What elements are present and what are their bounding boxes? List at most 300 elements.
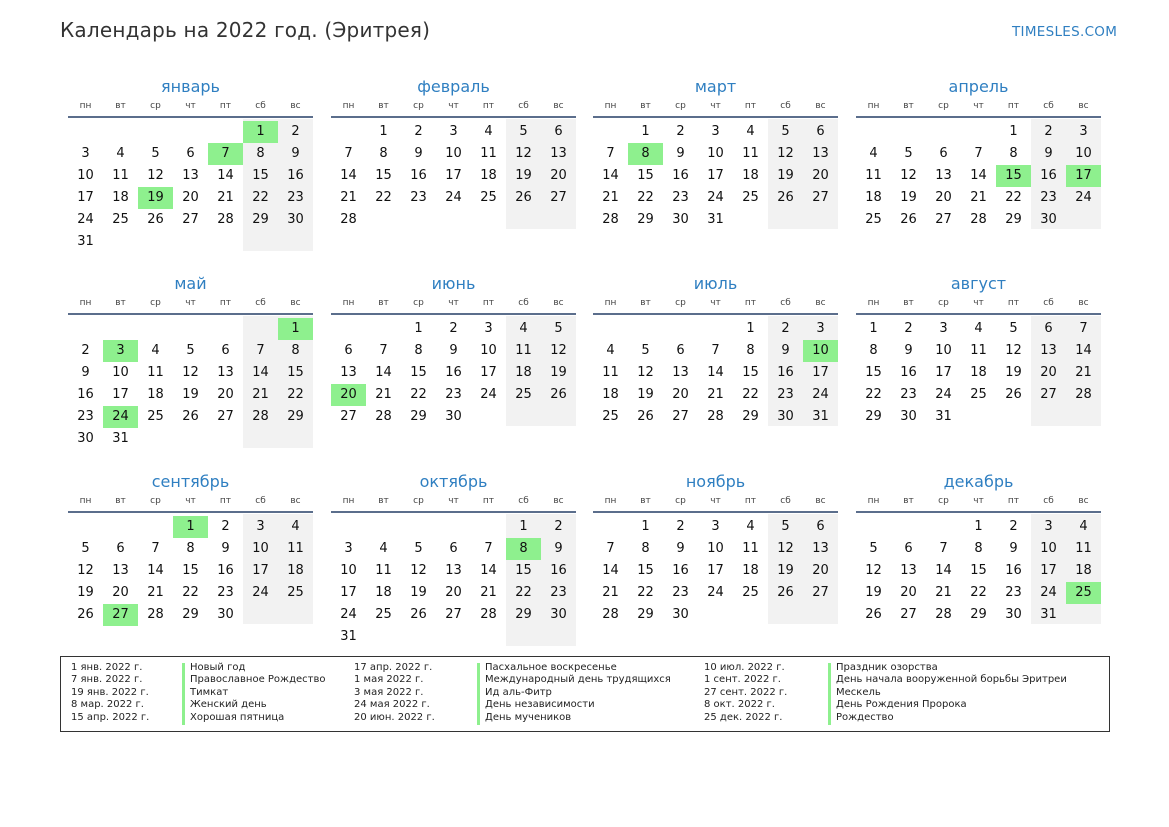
day-cell: 7 (151, 541, 160, 556)
day-cell: 8 (869, 343, 878, 358)
day-cell: 10 (707, 146, 724, 161)
month-11 (593, 472, 838, 660)
day-cell: 27 (340, 409, 357, 424)
day-cell: 7 (484, 541, 493, 556)
month-rule (68, 511, 313, 513)
weekday-header: вс (815, 496, 826, 506)
day-cell: 15 (410, 365, 427, 380)
legend-date: 27 сент. 2022 г. (704, 686, 788, 698)
day-cell: 12 (777, 541, 794, 556)
month-1 (68, 77, 313, 265)
day-cell: 10 (252, 541, 269, 556)
day-cell: 20 (550, 168, 567, 183)
day-cell: 1 (641, 519, 650, 534)
weekday-header: ср (413, 496, 424, 506)
legend-holiday-name: Праздник озорства (836, 662, 938, 673)
holiday-day: 25 (1066, 582, 1101, 604)
day-cell: 11 (865, 168, 882, 183)
day-cell: 3 (344, 541, 353, 556)
day-cell: 29 (515, 607, 532, 622)
month-name: март (694, 77, 737, 96)
day-cell: 21 (935, 585, 952, 600)
month-rule (856, 511, 1101, 513)
day-cell: 27 (812, 190, 829, 205)
day-cell: 26 (637, 409, 654, 424)
month-5 (68, 274, 313, 462)
day-cell: 22 (1005, 190, 1022, 205)
day-cell: 2 (676, 519, 685, 534)
day-cell: 14 (147, 563, 164, 578)
day-cell: 11 (742, 541, 759, 556)
weekday-header: вс (1078, 496, 1089, 506)
day-cell: 18 (742, 563, 759, 578)
holiday-day: 24 (103, 406, 138, 428)
weekday-header: ср (675, 101, 686, 111)
day-cell: 23 (900, 387, 917, 402)
day-cell: 20 (672, 387, 689, 402)
day-cell: 30 (77, 431, 94, 446)
month-rule (331, 313, 576, 315)
day-cell: 4 (869, 146, 878, 161)
holiday-day: 3 (103, 340, 138, 362)
day-cell: 30 (672, 212, 689, 227)
month-rule (68, 313, 313, 315)
day-cell: 22 (865, 387, 882, 402)
day-cell: 22 (410, 387, 427, 402)
weekday-header: пн (79, 496, 92, 506)
day-cell: 4 (484, 124, 493, 139)
day-cell: 17 (935, 365, 952, 380)
day-cell: 6 (221, 343, 230, 358)
day-cell: 17 (77, 190, 94, 205)
weekday-header: ср (675, 298, 686, 308)
day-cell: 23 (550, 585, 567, 600)
weekday-header: сб (1043, 298, 1054, 308)
day-cell: 12 (77, 563, 94, 578)
day-cell: 7 (1079, 321, 1088, 336)
day-cell: 27 (935, 212, 952, 227)
day-cell: 28 (340, 212, 357, 227)
weekday-header: чт (710, 298, 721, 308)
day-cell: 30 (217, 607, 234, 622)
day-cell: 13 (340, 365, 357, 380)
weekday-header: пт (1007, 496, 1020, 506)
month-rule (68, 116, 313, 118)
holiday-day: 7 (208, 143, 243, 165)
brand-link[interactable]: TIMESLES.COM (1012, 24, 1118, 40)
day-cell: 22 (252, 190, 269, 205)
day-cell: 11 (515, 343, 532, 358)
day-cell: 22 (375, 190, 392, 205)
day-cell: 16 (410, 168, 427, 183)
day-cell: 4 (1079, 519, 1088, 534)
day-cell: 14 (707, 365, 724, 380)
weekday-header: ср (150, 496, 161, 506)
legend-marker (828, 663, 831, 725)
weekday-header: вт (903, 496, 914, 506)
holiday-day: 8 (628, 143, 663, 165)
day-cell: 5 (519, 124, 528, 139)
weekday-header: вт (115, 101, 126, 111)
day-cell: 25 (515, 387, 532, 402)
day-cell: 27 (445, 607, 462, 622)
day-cell: 7 (379, 343, 388, 358)
day-cell: 27 (812, 585, 829, 600)
day-cell: 17 (480, 365, 497, 380)
day-cell: 4 (746, 124, 755, 139)
day-cell: 23 (1040, 190, 1057, 205)
day-cell: 12 (637, 365, 654, 380)
month-7 (593, 274, 838, 462)
day-cell: 2 (554, 519, 563, 534)
holiday-day: 1 (278, 318, 313, 340)
weekday-header: сб (1043, 101, 1054, 111)
day-cell: 2 (781, 321, 790, 336)
day-cell: 25 (742, 190, 759, 205)
day-cell: 16 (445, 365, 462, 380)
month-rule (856, 116, 1101, 118)
day-cell: 5 (641, 343, 650, 358)
month-12 (856, 472, 1101, 660)
day-cell: 24 (707, 585, 724, 600)
legend-date: 8 окт. 2022 г. (704, 699, 775, 711)
day-cell: 12 (1005, 343, 1022, 358)
weekday-header: сб (518, 496, 529, 506)
day-cell: 12 (777, 146, 794, 161)
month-name: май (174, 274, 207, 293)
day-cell: 28 (217, 212, 234, 227)
day-cell: 12 (900, 168, 917, 183)
day-cell: 9 (904, 343, 913, 358)
month-name: август (950, 274, 1007, 293)
month-10 (331, 472, 576, 660)
day-cell: 25 (375, 607, 392, 622)
day-cell: 13 (217, 365, 234, 380)
day-cell: 25 (147, 409, 164, 424)
day-cell: 24 (707, 190, 724, 205)
day-cell: 1 (1009, 124, 1018, 139)
weekday-header: вт (640, 496, 651, 506)
day-cell: 2 (291, 124, 300, 139)
day-cell: 1 (641, 124, 650, 139)
day-cell: 21 (217, 190, 234, 205)
day-cell: 8 (256, 146, 265, 161)
day-cell: 16 (287, 168, 304, 183)
day-cell: 15 (287, 365, 304, 380)
month-name: декабрь (943, 472, 1014, 491)
day-cell: 28 (602, 212, 619, 227)
weekday-header: сб (1043, 496, 1054, 506)
day-cell: 8 (291, 343, 300, 358)
day-cell: 30 (445, 409, 462, 424)
weekday-header: пн (79, 298, 92, 308)
weekday-header: сб (780, 101, 791, 111)
legend-date: 1 мая 2022 г. (354, 674, 424, 686)
weekday-header: ср (938, 101, 949, 111)
day-cell: 20 (182, 190, 199, 205)
weekday-header: чт (973, 496, 984, 506)
day-cell: 19 (515, 168, 532, 183)
day-cell: 7 (606, 541, 615, 556)
month-rule (593, 511, 838, 513)
day-cell: 23 (1005, 585, 1022, 600)
day-cell: 21 (252, 387, 269, 402)
day-cell: 13 (182, 168, 199, 183)
month-9 (68, 472, 313, 660)
legend-date: 17 апр. 2022 г. (354, 662, 433, 673)
day-cell: 17 (812, 365, 829, 380)
day-cell: 25 (287, 585, 304, 600)
day-cell: 10 (1040, 541, 1057, 556)
day-cell: 26 (147, 212, 164, 227)
weekday-header: вт (378, 101, 389, 111)
legend-holiday-name: Православное Рождество (190, 674, 326, 686)
day-cell: 9 (1044, 146, 1053, 161)
day-cell: 28 (1075, 387, 1092, 402)
day-cell: 12 (515, 146, 532, 161)
day-cell: 15 (637, 563, 654, 578)
day-cell: 30 (672, 607, 689, 622)
day-cell: 5 (186, 343, 195, 358)
day-cell: 31 (935, 409, 952, 424)
day-cell: 3 (1044, 519, 1053, 534)
day-cell: 24 (1075, 190, 1092, 205)
day-cell: 24 (77, 212, 94, 227)
day-cell: 13 (812, 541, 829, 556)
day-cell: 3 (81, 146, 90, 161)
legend-date: 15 апр. 2022 г. (71, 711, 150, 723)
day-cell: 12 (410, 563, 427, 578)
day-cell: 24 (812, 387, 829, 402)
day-cell: 14 (602, 168, 619, 183)
legend-date: 1 янв. 2022 г. (71, 662, 143, 673)
day-cell: 11 (480, 146, 497, 161)
day-cell: 31 (340, 629, 357, 644)
day-cell: 7 (939, 541, 948, 556)
weekday-header: пн (342, 101, 355, 111)
legend-holiday-name: День начала вооруженной борьбы Эритреи (836, 674, 1067, 686)
day-cell: 26 (77, 607, 94, 622)
day-cell: 25 (970, 387, 987, 402)
holiday-legend (60, 656, 1110, 732)
day-cell: 8 (974, 541, 983, 556)
day-cell: 20 (935, 190, 952, 205)
weekday-header: сб (255, 101, 266, 111)
month-name: январь (161, 77, 220, 96)
day-cell: 29 (865, 409, 882, 424)
legend-holiday-name: Тимкат (190, 686, 229, 698)
day-cell: 8 (414, 343, 423, 358)
weekday-header: вс (290, 496, 301, 506)
day-cell: 25 (112, 212, 129, 227)
day-cell: 3 (449, 124, 458, 139)
day-cell: 20 (812, 168, 829, 183)
day-cell: 22 (637, 190, 654, 205)
day-cell: 13 (812, 146, 829, 161)
day-cell: 23 (672, 585, 689, 600)
weekday-header: вс (553, 496, 564, 506)
legend-holiday-name: Рождество (836, 711, 894, 723)
day-cell: 15 (182, 563, 199, 578)
day-cell: 7 (344, 146, 353, 161)
month-name: сентябрь (151, 472, 230, 491)
day-cell: 29 (287, 409, 304, 424)
day-cell: 14 (1075, 343, 1092, 358)
day-cell: 27 (672, 409, 689, 424)
day-cell: 30 (777, 409, 794, 424)
day-cell: 24 (252, 585, 269, 600)
day-cell: 13 (900, 563, 917, 578)
weekday-header: пт (744, 101, 757, 111)
weekday-header: ср (938, 496, 949, 506)
day-cell: 13 (550, 146, 567, 161)
legend-holiday-name: Пасхальное воскресенье (485, 662, 617, 673)
day-cell: 3 (484, 321, 493, 336)
legend-date: 24 мая 2022 г. (354, 699, 430, 711)
day-cell: 24 (935, 387, 952, 402)
day-cell: 27 (182, 212, 199, 227)
day-cell: 22 (637, 585, 654, 600)
day-cell: 21 (970, 190, 987, 205)
day-cell: 4 (746, 519, 755, 534)
day-cell: 26 (865, 607, 882, 622)
holiday-day: 8 (506, 538, 541, 560)
weekday-header: сб (518, 101, 529, 111)
day-cell: 1 (379, 124, 388, 139)
weekday-header: пн (867, 496, 880, 506)
day-cell: 7 (256, 343, 265, 358)
legend-date: 20 июн. 2022 г. (354, 711, 435, 723)
day-cell: 9 (676, 541, 685, 556)
day-cell: 15 (742, 365, 759, 380)
day-cell: 6 (939, 146, 948, 161)
day-cell: 17 (1040, 563, 1057, 578)
holiday-day: 20 (331, 384, 366, 406)
day-cell: 26 (410, 607, 427, 622)
weekday-header: пт (482, 298, 495, 308)
day-cell: 19 (1005, 365, 1022, 380)
day-cell: 6 (816, 519, 825, 534)
day-cell: 28 (480, 607, 497, 622)
holiday-day: 1 (243, 121, 278, 143)
day-cell: 9 (676, 146, 685, 161)
day-cell: 31 (112, 431, 129, 446)
day-cell: 15 (252, 168, 269, 183)
day-cell: 18 (1075, 563, 1092, 578)
day-cell: 29 (637, 607, 654, 622)
weekday-header: вс (290, 101, 301, 111)
day-cell: 28 (147, 607, 164, 622)
legend-holiday-name: Хорошая пятница (190, 711, 285, 723)
month-name: февраль (417, 77, 490, 96)
day-cell: 23 (287, 190, 304, 205)
month-name: июнь (431, 274, 476, 293)
day-cell: 22 (515, 585, 532, 600)
day-cell: 13 (112, 563, 129, 578)
day-cell: 30 (287, 212, 304, 227)
weekday-header: вс (815, 298, 826, 308)
weekday-header: пн (867, 298, 880, 308)
day-cell: 29 (637, 212, 654, 227)
day-cell: 2 (1044, 124, 1053, 139)
legend-holiday-name: День мучеников (485, 711, 572, 723)
day-cell: 1 (746, 321, 755, 336)
day-cell: 30 (1040, 212, 1057, 227)
day-cell: 16 (672, 168, 689, 183)
month-rule (593, 313, 838, 315)
month-3 (593, 77, 838, 265)
weekday-header: сб (255, 496, 266, 506)
weekday-header: пт (744, 298, 757, 308)
day-cell: 21 (602, 585, 619, 600)
weekday-header: пн (342, 496, 355, 506)
day-cell: 16 (77, 387, 94, 402)
day-cell: 5 (904, 146, 913, 161)
day-cell: 11 (147, 365, 164, 380)
day-cell: 21 (602, 190, 619, 205)
day-cell: 1 (869, 321, 878, 336)
day-cell: 3 (256, 519, 265, 534)
day-cell: 19 (865, 585, 882, 600)
day-cell: 8 (379, 146, 388, 161)
day-cell: 15 (637, 168, 654, 183)
day-cell: 2 (676, 124, 685, 139)
day-cell: 18 (480, 168, 497, 183)
month-name: октябрь (419, 472, 488, 491)
month-2 (331, 77, 576, 265)
day-cell: 21 (375, 387, 392, 402)
day-cell: 17 (445, 168, 462, 183)
day-cell: 22 (970, 585, 987, 600)
weekday-header: пт (1007, 298, 1020, 308)
weekday-header: вс (553, 298, 564, 308)
weekday-header: ср (938, 298, 949, 308)
day-cell: 12 (550, 343, 567, 358)
page-title: Календарь на 2022 год. (Эритрея) (60, 18, 431, 42)
day-cell: 5 (1009, 321, 1018, 336)
weekday-header: вс (815, 101, 826, 111)
day-cell: 13 (445, 563, 462, 578)
day-cell: 31 (812, 409, 829, 424)
day-cell: 5 (414, 541, 423, 556)
day-cell: 30 (550, 607, 567, 622)
weekday-header: чт (185, 101, 196, 111)
day-cell: 9 (221, 541, 230, 556)
weekday-header: сб (780, 298, 791, 308)
day-cell: 10 (445, 146, 462, 161)
day-cell: 24 (340, 607, 357, 622)
day-cell: 9 (554, 541, 563, 556)
day-cell: 11 (1075, 541, 1092, 556)
weekday-header: ср (150, 101, 161, 111)
day-cell: 2 (904, 321, 913, 336)
day-cell: 4 (606, 343, 615, 358)
day-cell: 26 (550, 387, 567, 402)
day-cell: 23 (672, 190, 689, 205)
day-cell: 28 (252, 409, 269, 424)
day-cell: 10 (935, 343, 952, 358)
day-cell: 6 (554, 124, 563, 139)
weekday-header: ср (413, 101, 424, 111)
day-cell: 18 (742, 168, 759, 183)
day-cell: 3 (939, 321, 948, 336)
weekday-header: чт (448, 496, 459, 506)
legend-holiday-name: Ид аль-Фитр (485, 686, 552, 698)
day-cell: 2 (221, 519, 230, 534)
day-cell: 21 (480, 585, 497, 600)
legend-date: 25 дек. 2022 г. (704, 711, 783, 723)
day-cell: 9 (81, 365, 90, 380)
